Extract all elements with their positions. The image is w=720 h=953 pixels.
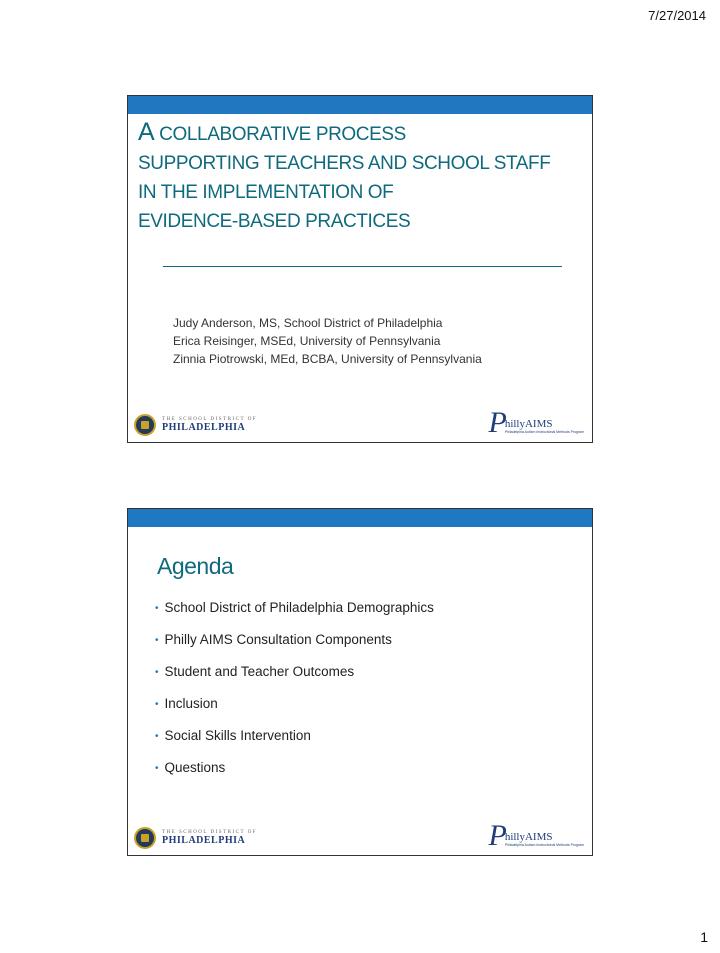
- agenda-list: [155, 600, 434, 792]
- title-line-1: COLLABORATIVE PROCESS: [159, 124, 406, 145]
- slide-agenda: [127, 508, 593, 856]
- title-initial: A: [138, 118, 155, 146]
- page-date: 7/27/2014: [648, 8, 706, 23]
- bullet-icon: •: [155, 731, 159, 742]
- philly-aims-name: hillyAIMS: [504, 831, 553, 843]
- district-logo-small-text: THE SCHOOL DISTRICT OF: [162, 830, 258, 835]
- agenda-item: [155, 600, 434, 632]
- slide-title: [127, 95, 593, 443]
- page-number: 1: [700, 929, 708, 945]
- bullet-icon: •: [155, 603, 159, 614]
- agenda-item-label: Student and Teacher Outcomes: [164, 664, 355, 679]
- title-line-3: IN THE IMPLEMENTATION OF: [138, 182, 394, 203]
- district-seal-icon: [134, 827, 156, 849]
- title-divider: [163, 266, 562, 267]
- school-district-logo: [134, 414, 257, 436]
- title-line-4: EVIDENCE-BASED PRACTICES: [138, 211, 411, 232]
- district-logo-small-text: THE SCHOOL DISTRICT OF: [162, 417, 258, 422]
- agenda-item: [155, 632, 434, 664]
- agenda-item-label: Social Skills Intervention: [164, 728, 311, 743]
- philly-aims-logo: [488, 406, 584, 439]
- bullet-icon: •: [155, 699, 159, 710]
- philly-aims-logo: [488, 819, 584, 852]
- philly-aims-letter: P: [488, 819, 507, 852]
- slide-main-title: [138, 118, 550, 236]
- agenda-item-label: Inclusion: [164, 696, 218, 711]
- district-seal-icon: [134, 414, 156, 436]
- author-line: Zinnia Piotrowski, MEd, BCBA, University of Pennsylvania: [173, 352, 482, 366]
- philly-aims-tagline: Philadelphia Autism Instructional Methods Program: [504, 843, 584, 847]
- district-logo-name: PHILADELPHIA: [162, 422, 246, 433]
- philly-aims-tagline: Philadelphia Autism Instructional Methods Program: [504, 430, 584, 434]
- agenda-item: [155, 696, 434, 728]
- agenda-title: Agenda: [157, 553, 234, 579]
- title-line-2: SUPPORTING TEACHERS AND SCHOOL STAFF: [138, 153, 551, 174]
- author-list: [173, 314, 482, 368]
- agenda-item: [155, 760, 434, 792]
- slide-header-bar: [128, 96, 592, 114]
- bullet-icon: •: [155, 635, 159, 646]
- school-district-logo: [134, 827, 257, 849]
- agenda-item: [155, 728, 434, 760]
- philly-aims-letter: P: [488, 406, 507, 439]
- agenda-item-label: Questions: [164, 760, 226, 775]
- agenda-item-label: Philly AIMS Consultation Components: [164, 632, 392, 647]
- author-line: Judy Anderson, MS, School District of Philadelphia: [173, 316, 443, 330]
- agenda-item-label: School District of Philadelphia Demographics: [164, 600, 434, 615]
- author-line: Erica Reisinger, MSEd, University of Pennsylvania: [173, 334, 441, 348]
- district-logo-name: PHILADELPHIA: [162, 835, 246, 846]
- slide-header-bar: [128, 509, 592, 527]
- philly-aims-name: hillyAIMS: [504, 418, 553, 430]
- agenda-item: [155, 664, 434, 696]
- bullet-icon: •: [155, 763, 159, 774]
- bullet-icon: •: [155, 667, 159, 678]
